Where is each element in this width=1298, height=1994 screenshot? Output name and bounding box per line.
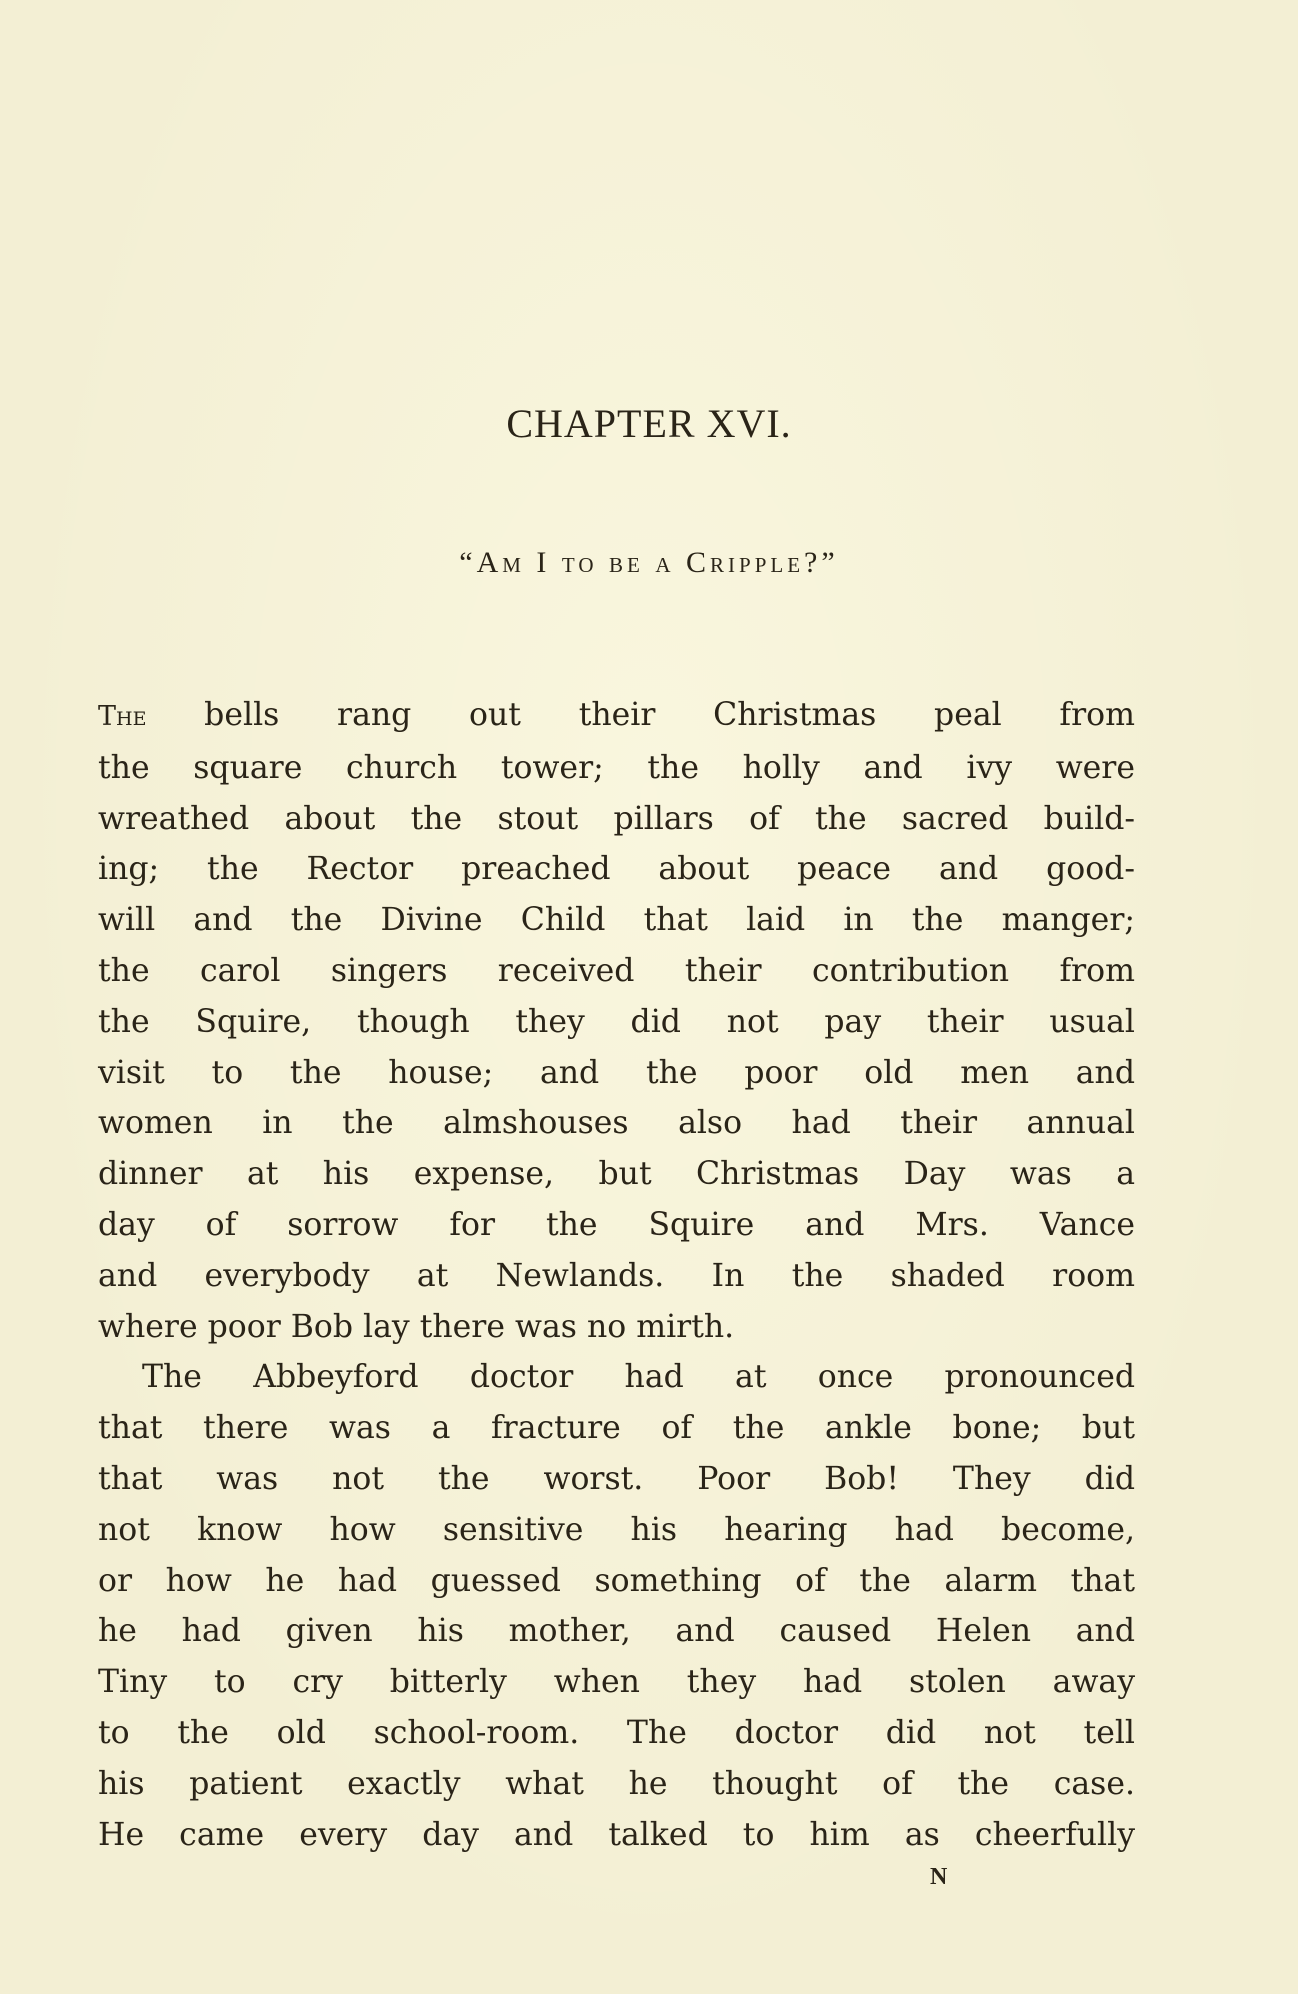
- text-line: and everybody at Newlands. In the shaded room: [98, 1257, 1135, 1294]
- text-line: dinner at his expense, but Christmas Day was a: [98, 1156, 1135, 1193]
- first-word: The: [98, 701, 147, 732]
- text-line: the square church tower; the holly and ivy were: [98, 749, 1135, 786]
- text-line: He came every day and talked to him as cheerfully: [98, 1816, 1135, 1853]
- text-line: visit to the house; and the poor old men and: [98, 1054, 1135, 1091]
- text-line: The bells rang out their Christmas peal from: [98, 697, 1135, 733]
- text-line: his patient exactly what he thought of the case.: [98, 1765, 1135, 1802]
- chapter-subtitle: “Am I to be a Cripple?”: [459, 546, 839, 579]
- text-line: Tiny to cry bitterly when they had stolen away: [98, 1664, 1135, 1701]
- signature-mark: N: [930, 1864, 948, 1890]
- text-line: that there was a fracture of the ankle bone; but: [98, 1410, 1135, 1447]
- body-text: [98, 690, 1135, 1860]
- text-line: not know how sensitive his hearing had become,: [98, 1511, 1135, 1548]
- text-line: that was not the worst. Poor Bob! They did: [98, 1460, 1135, 1497]
- text-line: The Abbeyford doctor had at once pronounced: [142, 1359, 1135, 1396]
- text-line: ing; the Rector preached about peace and good-: [98, 851, 1135, 888]
- chapter-title: CHAPTER XVI.: [506, 401, 792, 446]
- text-line: women in the almshouses also had their annual: [98, 1105, 1135, 1142]
- text-line: to the old school-room. The doctor did not tell: [98, 1714, 1135, 1751]
- text-line: the Squire, though they did not pay their usual: [98, 1003, 1135, 1040]
- text-line: will and the Divine Child that laid in the manger;: [98, 902, 1135, 939]
- text-line: he had given his mother, and caused Helen and: [98, 1613, 1135, 1650]
- text-line: where poor Bob lay there was no mirth.: [98, 1308, 735, 1345]
- text-line: the carol singers received their contribution from: [98, 952, 1135, 989]
- text-line: or how he had guessed something of the alarm that: [98, 1562, 1135, 1599]
- text-line: day of sorrow for the Squire and Mrs. Vance: [98, 1206, 1135, 1243]
- text-line: wreathed about the stout pillars of the sacred build-: [98, 800, 1135, 837]
